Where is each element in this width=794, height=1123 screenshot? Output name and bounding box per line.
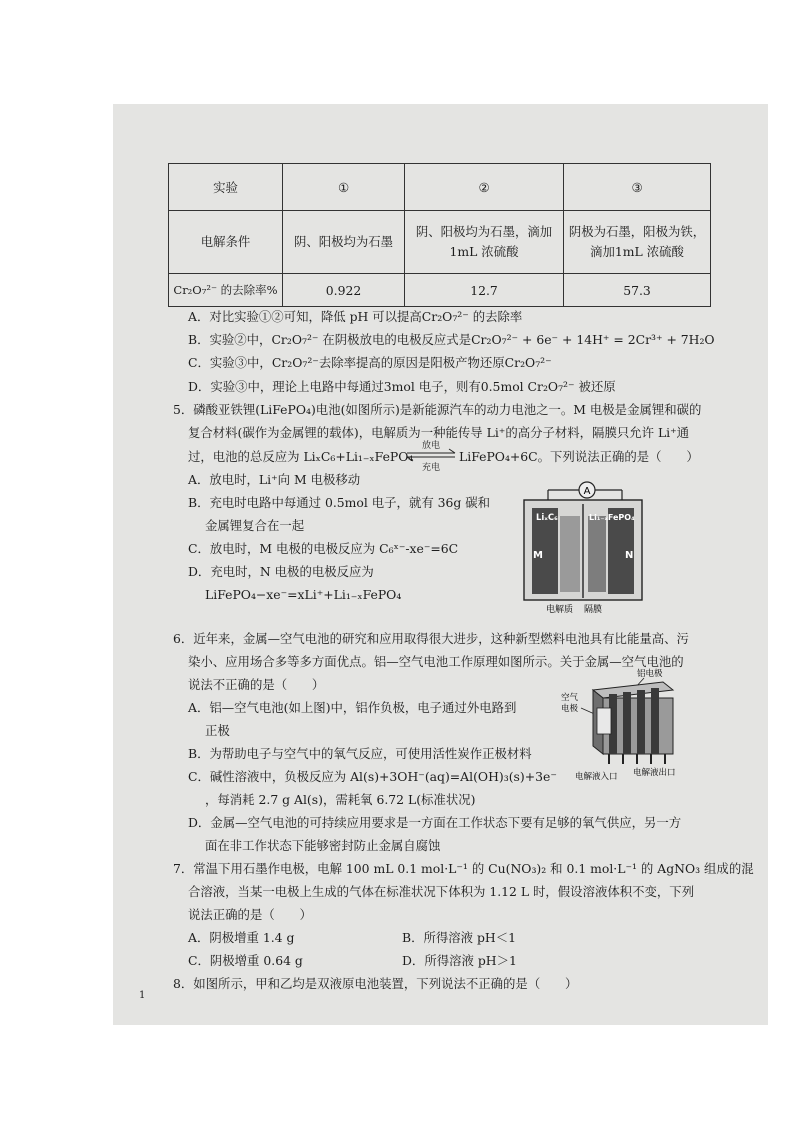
q5-option-c: C．放电时，M 电极的电极反应为 C₆ˣ⁻-xe⁻=6C bbox=[188, 541, 459, 556]
electrolyte-outlet-label: 电解液出口 bbox=[633, 768, 676, 778]
table-cell: 57.3 bbox=[564, 274, 711, 307]
al-air-battery-figure bbox=[559, 664, 689, 784]
q7-option-d: D．所得溶液 pH＞1 bbox=[402, 953, 517, 968]
cell-line: 阴极为石墨，阳极为铁， bbox=[568, 224, 706, 239]
q4-option-a: A．对比实验①②可知，降低 pH 可以提高Cr₂O₇²⁻ 的去除率 bbox=[188, 309, 523, 324]
table-header-cell: ③ bbox=[564, 164, 711, 211]
exam-page bbox=[113, 104, 768, 1025]
q4-option-c: C．实验③中，Cr₂O₇²⁻去除率提高的原因是阳极产物还原Cr₂O₇²⁻ bbox=[188, 355, 552, 370]
n-label: N bbox=[625, 550, 634, 561]
table-cell bbox=[405, 211, 564, 274]
q6-stem-line: 说法不正确的是（ ） bbox=[188, 677, 325, 692]
q6-option-d: D．金属—空气电池的可持续应用要求是一方面在工作状态下要有足够的氧气供应，另一方 bbox=[188, 815, 682, 830]
cell-line: 1mL 浓硫酸 bbox=[449, 244, 519, 259]
q6-option-d-cont: 面在非工作状态下能够密封防止金属自腐蚀 bbox=[205, 838, 441, 853]
q5-stem-line: 复合材料(碳作为金属锂的载体)，电解质为一种能传导 Li⁺的高分子材料，隔膜只允许 Li⁺通 bbox=[188, 425, 690, 440]
q5-option-b: B．充电时电路中每通过 0.5mol 电子，就有 36g 碳和 bbox=[188, 495, 491, 510]
arrow-bottom-label: 充电 bbox=[421, 463, 440, 473]
q6-option-c-cont: ，每消耗 2.7 g Al(s)，需耗氧 6.72 L(标准状况) bbox=[205, 792, 476, 807]
q8-stem-line: 8．如图所示，甲和乙均是双液原电池装置，下列说法不正确的是（ ） bbox=[173, 976, 578, 991]
al-electrode-label: 铝电极 bbox=[637, 669, 663, 679]
q6-option-a-cont: 正极 bbox=[205, 723, 230, 738]
q4-option-b: B．实验②中，Cr₂O₇²⁻ 在阴极放电的电极反应式是Cr₂O₇²⁻ + 6e⁻ + 14H⁺ = 2Cr³⁺ + 7H₂O bbox=[188, 332, 715, 347]
experiment-table bbox=[168, 163, 711, 307]
cell-line: 滴加1mL 浓硫酸 bbox=[590, 244, 684, 259]
electrolyte-inlet-label: 电解液入口 bbox=[575, 772, 618, 782]
q5-stem-line: 过，电池的总反应为 LiₓC₆+Li₁₋ₓFePO₄ bbox=[188, 449, 414, 464]
left-electrode-label: LiₓC₆ bbox=[536, 513, 558, 523]
table-cell: 0.922 bbox=[283, 274, 405, 307]
table-row-removal bbox=[169, 274, 711, 307]
electrolyte-label: 电解质 bbox=[546, 605, 574, 614]
q4-option-d: D．实验③中，理论上电路中每通过3mol 电子，则有0.5mol Cr₂O₇²⁻ 被还原 bbox=[188, 379, 616, 394]
table-cell: 阴、阳极均为石墨 bbox=[283, 211, 405, 274]
q5-option-d: D．充电时，N 电极的电极反应为 bbox=[188, 564, 374, 579]
table-cell bbox=[564, 211, 711, 274]
reversible-arrow bbox=[405, 438, 457, 472]
separator-label: 隔膜 bbox=[584, 605, 603, 614]
air-electrode-label-2: 电极 bbox=[561, 704, 579, 714]
q6-option-c: C．碱性溶液中，负极反应为 Al(s)+3OH⁻(aq)=Al(OH)₃(s)+3e⁻ bbox=[188, 769, 557, 784]
table-header-cell: ② bbox=[405, 164, 564, 211]
table-cell: 12.7 bbox=[405, 274, 564, 307]
right-electrode-label: Li₁₋ₓFePO₄ bbox=[589, 513, 635, 522]
q6-stem-line: 6．近年来，金属—空气电池的研究和应用取得很大进步，这种新型燃料电池具有比能量高、污 bbox=[173, 631, 689, 646]
q5-option-d-cont: LiFePO₄−xe⁻=xLi⁺+Li₁₋ₓFePO₄ bbox=[205, 587, 402, 602]
air-electrode-label-1: 空气 bbox=[561, 693, 579, 703]
q5-stem-line: 5．磷酸亚铁锂(LiFePO₄)电池(如图所示)是新能源汽车的动力电池之一。M 电极是金属锂和碳的 bbox=[173, 402, 702, 417]
lifepo4-battery-figure bbox=[518, 476, 648, 614]
q7-option-c: C．阴极增重 0.64 g bbox=[188, 953, 303, 968]
m-label: M bbox=[533, 550, 543, 561]
table-row-conditions bbox=[169, 211, 711, 274]
q7-stem-line: 说法正确的是（ ） bbox=[188, 907, 312, 922]
q6-option-b: B．为帮助电子与空气中的氧气反应，可使用活性炭作正极材料 bbox=[188, 746, 532, 761]
q7-option-a: A．阴极增重 1.4 g bbox=[188, 930, 295, 945]
q5-option-b-cont: 金属锂复合在一起 bbox=[205, 518, 305, 533]
table-cell: Cr₂O₇²⁻ 的去除率% bbox=[169, 274, 283, 307]
q5-stem-line: LiFePO₄+6C。下列说法正确的是（ ） bbox=[459, 449, 699, 464]
table-header-cell: 实验 bbox=[169, 164, 283, 211]
q7-stem-line: 合溶液，当某一电极上生成的气体在标准状况下体积为 1.12 L 时，假设溶液体积不变，下列 bbox=[188, 884, 695, 899]
cell-stack bbox=[593, 682, 673, 764]
table-cell: 电解条件 bbox=[169, 211, 283, 274]
q6-stem-line: 染小、应用场合多等多方面优点。铝—空气电池工作原理如图所示。关于金属—空气电池的 bbox=[188, 654, 684, 669]
q5-option-a: A．放电时，Li⁺向 M 电极移动 bbox=[188, 472, 361, 487]
page-number: 1 bbox=[139, 990, 146, 1001]
ammeter-label: A bbox=[583, 486, 591, 497]
q7-option-b: B．所得溶液 pH＜1 bbox=[402, 930, 517, 945]
arrow-top-label: 放电 bbox=[421, 441, 440, 451]
cell-line: 阴、阳极均为石墨，滴加 bbox=[415, 224, 553, 239]
table-header-row bbox=[169, 164, 711, 211]
q7-stem-line: 7．常温下用石墨作电极，电解 100 mL 0.1 mol·L⁻¹ 的 Cu(NO₃)₂ 和 0.1 mol·L⁻¹ 的 AgNO₃ 组成的混 bbox=[173, 861, 754, 876]
q6-option-a: A．铝—空气电池(如上图)中，铝作负极，电子通过外电路到 bbox=[188, 700, 517, 715]
table-header-cell: ① bbox=[283, 164, 405, 211]
